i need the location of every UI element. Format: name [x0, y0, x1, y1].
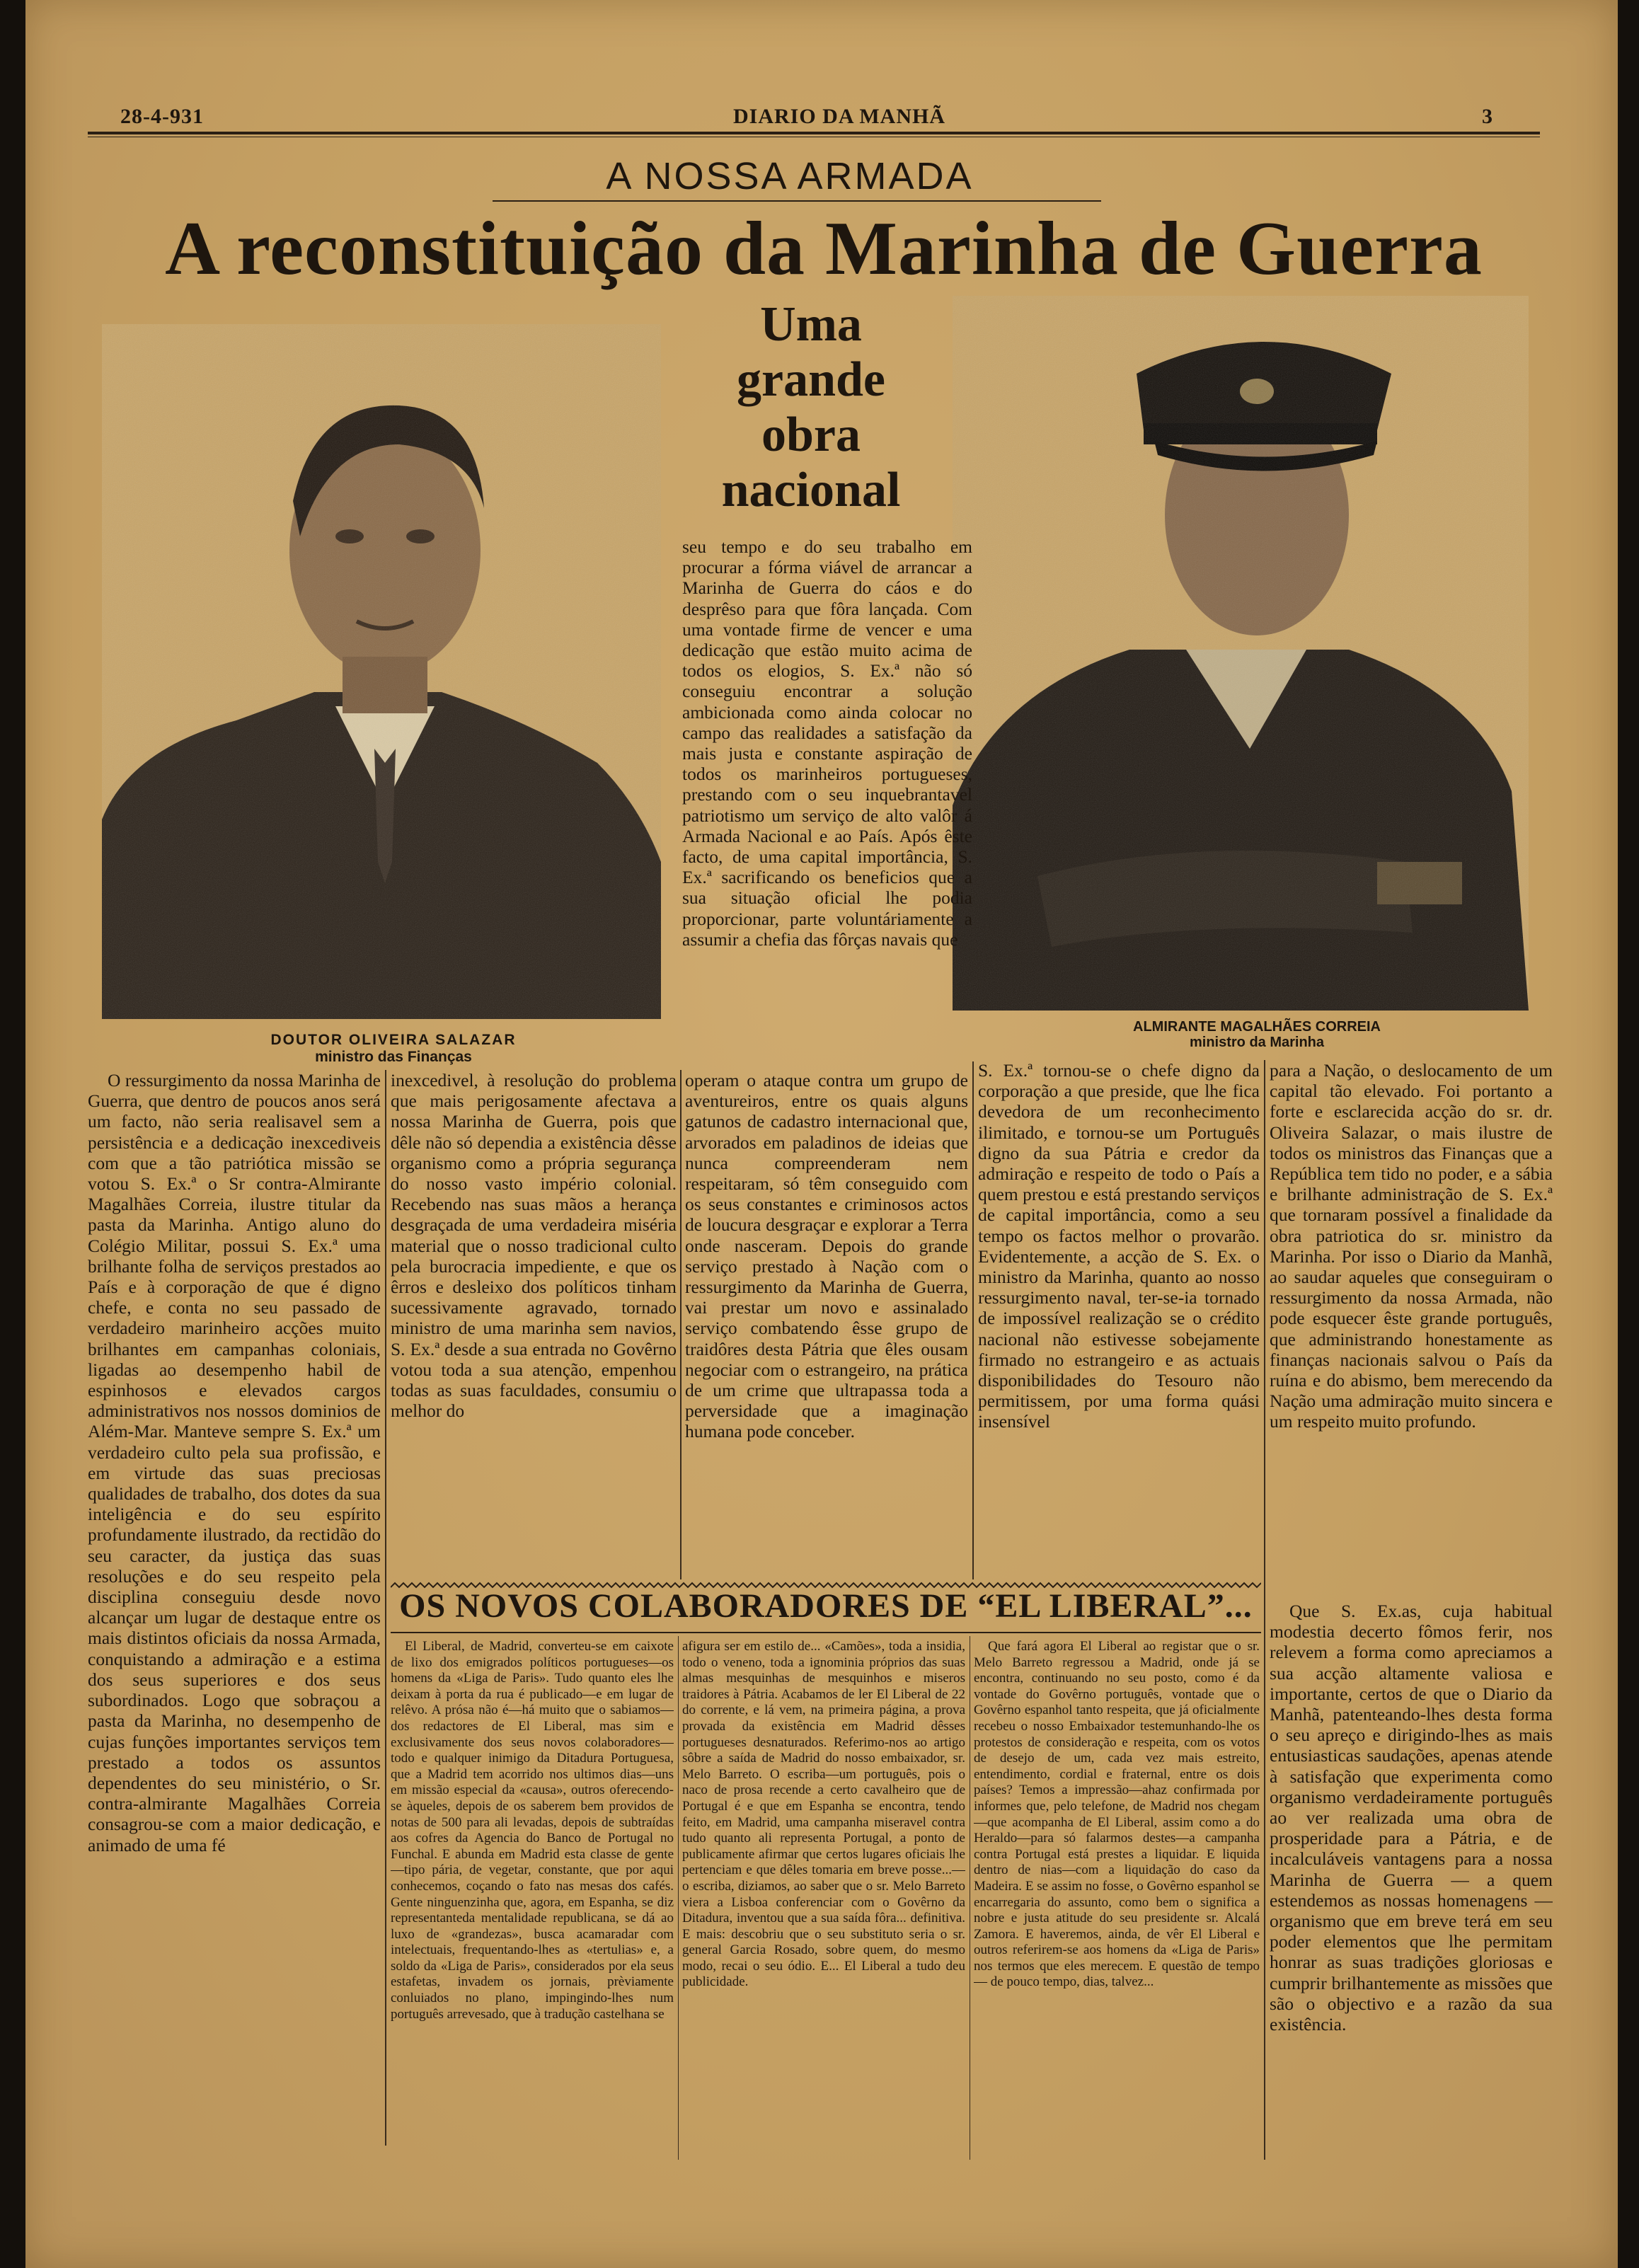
article-column-5	[1270, 1060, 1553, 1577]
headline: A reconstituição da Marinha de Guerra	[165, 207, 1483, 291]
right-caption-name: ALMIRANTE MAGALHÃES CORREIA	[1133, 1019, 1381, 1035]
article-column-5-lower-text: Que S. Ex.as, cuja habitual modestia decerto fômos ferir, nos relevem a forma como apreciamos a sua acção altamente valiosa e importante, certos de que o Diario da Manhã, patenteando-lhes desta forma o seu apreço e dirigindo-lhes as mais entusiasticas saudações, apenas atende à satisfação que experimenta como organismo verdadeiramente português ao ver realizada uma obra de prosperidade para a Pátria, e de incalculáveis vantagens para a nossa Marinha de Guerra — a quem estendemos as nossas homenagens — organismo que em breve terá em seu poder elementos que lhe permitam honrar as suas tradições gloriosas e cumprir brilhantemente as missões que são o objectivo e a razão da sua existência.	[1270, 1601, 1553, 2035]
second-article-column-2-text: afigura ser em estilo de... «Camões», toda a insidia, todo o veneno, toda a ignominia próprios das suas almas mesquinhas de mesquinhos e miseros traidores à Pátria. Acabamos de ler El Liberal de 22 do corrente, e lá vem, na primeira página, a prova provada da existência em Madrid dêsses portugueses desnaturados. Referimo-nos ao artigo sôbre a saída de Madrid do nosso embaixador, sr. Melo Barreto. O escriba—um português, pois o naco de prosa recende a certo cavalheiro que de Portugal é e que em Espanha se encontra, tendo feito, em Madrid, uma campanha miseravel contra tudo quanto ali representa Portugal, a ponto de publicamente afirmar que certos lugares oficiais lhe pertenciam e que dêles tomaria em breve posse...—o escriba, diziamos, ao saber que o sr. Melo Barreto viera a Lisboa conferenciar com o Govêrno da Ditadura, inventou que a sua saída fôra... definitiva. E mais: descobriu que o seu substituto seria o sr. general Garcia Rosado, sobre quem, do mesmo modo, recai o seu ódio. E... El Liberal a tudo deu publicidade.	[682, 1639, 965, 1990]
subheadline-line: obra	[761, 408, 861, 462]
second-article-column-1-text: El Liberal, de Madrid, converteu-se em caixote de lixo dos emigrados políticos portugueses—os homens da «Liga de Paris». Tudo quanto eles lhe deixam à porta da rua é publicado—e em lugar de relêvo. A prósa não é—há muito que o sabiamos—dos redactores de El Liberal, mas sim e exclusivamente dos seus novos colaboradores—todo e qualquer inimigo da Ditadura Portuguesa, que a Madrid tem acorrido nos ultimos dias—uns em missão especial da «causa», outros oferecendo-se àqueles, depois de os saberem bem providos de notas de 500 para ali levadas, depois de subtraídas aos cofres da Agencia do Banco de Portugal no Funchal. E abunda em Madrid esta classe de gente—tipo pária, de vegetar, constante, que por aqui conhecemos, coçando o fato nas mesas dos cafés. Gente ninguenzinha que, agora, em Espanha, se diz representanteda mentalidade republicana, se dá ao luxo de «grandezas», busca acamaradar com intelectuais, frequentando-lhes as «tertulias» e, a soldo da «Liga de Paris», considerados por ela seus estafetas, invadem os jornais, prèviamente conluiados no plano, impingindo-lhes num português arrevesado, que à tradução castelhana se	[391, 1639, 674, 2022]
column-divider	[680, 1070, 682, 1579]
kicker-underline	[493, 200, 1101, 202]
column-divider	[1264, 1060, 1265, 1579]
second-article-title: OS NOVOS COLABORADORES DE “EL LIBERAL”...	[399, 1587, 1253, 1625]
article-column-2-text: inexcedivel, à resolução do problema que mais perigosamente afectava a nossa Marinha de Guerra, pois que dêle não só dependia a existência dêsse organismo como a própria segurança do nosso vasto império colonial. Recebendo nas suas mãos a herança desgraçada de uma verdadeira miséria material que o nosso tradicional culto pela burocracia impediente, e que os êrros e desleixo dos políticos tinham sucessivamente agravado, tornado ministro de uma marinha sem navios, S. Ex.ª desde a sua entrada no Govêrno votou toda a sua atenção, empenhou todas as suas faculdades, consumiu o melhor do	[391, 1070, 677, 1422]
article-column-4-text: S. Ex.ª tornou-se o chefe digno da corporação a que preside, que lhe fica devedora de um reconhecimento ilimitado, e tornou-se um Português digno da sua Pátria e credor da admiração e respeito de todo o País a quem prestou e está prestando serviços de capital importância, como a seu tempo os factos melhor o provarão. Evidentemente, a acção de S. Ex. o ministro da Marinha, quanto ao nosso ressurgimento naval, ter-se-ia tornado de impossível realização se o crédito nacional não estivesse sobejamente firmado no estrangeiro e as actuais disponibilidades do Tesouro não permitissem, por uma forma quási insensível	[978, 1060, 1260, 1432]
article-column-1	[88, 1070, 381, 2146]
subheadline	[662, 297, 960, 518]
portrait-salazar-image	[102, 324, 661, 1019]
paper-name: DIARIO DA MANHÃ	[733, 105, 945, 128]
second-article-column-3-text: Que fará agora El Liberal ao registar que o sr. Melo Barreto regressou a Madrid, onde já se encontra, continuando no seu posto, como é da vontade do Govêrno português, vontade que o Govêrno espanhol tanto respeita, que já oficialmente recebeu o nosso Embaixador testemunhando-lhe os protestos de consideração e respeita, com os votos de desejo de um, cada vez mais estreito, entendimento, cordial e fraternal, entre os dois países? Temos a impressão—ahaz confirmada por informes que, pelo telefone, de Madrid nos chegam—que acompanha de El Liberal, assim como a do Heraldo—para só falarmos destes—a campanha contra Portugal está prestes a liquidar. E liquida dentro de nias—com a liquidação do caso da Madeira. E se assim no fosse, o Govêrno espanhol se encarregaria do assunto, como bem o significa a nobre e justa atitude do seu presidente sr. Alcalá Zamora. E haveremos, ainda, de vêr El Liberal e outros referirem-se aos homens da «Liga de Paris» nos termos que eles merecem. E questão de tempo — de pouco tempo, dias, talvez...	[974, 1639, 1260, 1990]
right-caption-role: ministro da Marinha	[1189, 1035, 1325, 1050]
portrait-salazar	[102, 324, 661, 1019]
page-number: 3	[1482, 105, 1493, 128]
header-rule	[88, 132, 1540, 134]
section-divider	[391, 1579, 1261, 1587]
column-divider	[1264, 1579, 1265, 2160]
second-article-column-1	[391, 1639, 674, 2163]
subheadline-line: nacional	[721, 463, 901, 517]
kicker: A NOSSA ARMADA	[606, 155, 974, 197]
column-divider	[678, 1636, 679, 2160]
second-article-rule	[391, 1632, 1261, 1633]
left-caption-name: DOUTOR OLIVEIRA SALAZAR	[270, 1032, 517, 1048]
article-center-text: seu tempo e do seu trabalho em procurar a fórma viável de arrancar a Marinha de Guerra do cáos e do desprêso para que fôra lançada. Com uma vontade firme de vencer e uma dedicação que estão muito acima de todos os elogios, S. Ex.ª não só conseguiu encontrar a solução ambicionada como ainda colocar no campo das realidades a satisfação da mais justa e constante aspiração de todos os marinheiros portugueses, prestando com o seu inquebrantavel patriotismo um serviço de alto valôr á Armada Nacional e ao País. Após êste facto, de uma capital importância, S. Ex.ª sacrificando os beneficios que a sua situação oficial lhe podia proporcionar, parte voluntáriamente a assumir a chefia das fôrças navais que	[682, 536, 972, 950]
column-divider	[385, 1070, 386, 2146]
portrait-magalhaes-correia-image	[953, 296, 1529, 1011]
page-date: 28-4-931	[120, 105, 204, 128]
article-column-3	[685, 1070, 968, 1579]
subheadline-line: grande	[737, 352, 885, 407]
article-center-column	[682, 536, 972, 1074]
article-column-3-text: operam o ataque contra um grupo de aventureiros, entre os quais alguns gatunos de cadastro internacional que, arvorados em paladinos de ideias que nunca compreenderam nem respeitaram, só têm conseguido com os seus constantes e criminosos actos de loucura desgraçar e explorar a Terra onde nasceram. Depois do grande serviço prestado à Nação com o ressurgimento da Marinha de Guerra, vai prestar um novo e assinalado serviço combatendo êsse grupo de traidôres desta Pátria que êles ousam negociar com o estrangeiro, na prática de um crime que ultrapassa toda a perversidade que a imaginação humana pode conceber.	[685, 1070, 968, 1442]
article-column-4	[978, 1060, 1260, 1579]
second-article-column-3	[974, 1639, 1260, 2163]
subheadline-line: Uma	[760, 297, 862, 352]
column-divider	[972, 1061, 974, 1579]
article-column-5-lower	[1270, 1601, 1553, 2160]
article-column-1-text: O ressurgimento da nossa Marinha de Guerra, que dentro de poucos anos será um facto, não seria realisavel sem a persistência e a dedicação inexcediveis com que a tão patriótica missão se votou S. Ex.ª o Sr contra-Almirante Magalhães Correia, ilustre titular da pasta da Marinha. Antigo aluno do Colégio Militar, possui S. Ex.ª uma brilhante folha de serviços prestados ao País e à corporação de que é digno chefe, e conta no seu passado de verdadeiro marinheiro acções muito brilhantes em campanhas coloniais, ligadas ao desempenho habil de espinhosos e elevados cargos administrativos nos nossos dominios de Além-Mar. Manteve sempre S. Ex.ª um verdadeiro culto pela sua profissão, e em virtude das suas preciosas qualidades de trabalho, dos dotes da sua inteligência e do seu espírito profundamente ilustrado, da rectidão do seu caracter, da justiça das suas resoluções e do seu respeito pela disciplina conseguiu desde novo alcançar um lugar de destaque entre os mais distintos oficiais da nossa Armada, conquistando a admiração e a estima dos seus superiores e dos seus subordinados. Logo que sobraçou a pasta da Marinha, no desempenho de cujas funções importantes serviços tem prestado a todos os assuntos dependentes do seu ministério, o Sr. contra-almirante Magalhães Correia consagrou-se com a maior dedicação, e animado de uma fé	[88, 1070, 381, 1855]
article-column-2	[391, 1070, 677, 1579]
portrait-magalhaes-correia	[953, 296, 1529, 1011]
newspaper-page	[25, 0, 1618, 2268]
left-caption-role: ministro das Finanças	[315, 1049, 472, 1065]
second-article-column-2	[682, 1639, 965, 2163]
article-column-5-text: para a Nação, o deslocamento de um capital tão elevado. Foi portanto a forte e esclarecida acção do sr. dr. Oliveira Salazar, o mais ilustre de todos os ministros das Finanças que a República tem tido no poder, e a sábia e brilhante administração de S. Ex.ª que tornaram possível a finalidade da obra patriotica do sr. ministro da Marinha. Por isso o Diario da Manhã, ao saudar aqueles que conseguiram o ressurgimento da nossa Armada, não pode esquecer êste grande português, que administrando honestamente as finanças nacionais salvou o País da ruína e do abismo, bem merecendo da Nação uma admiração muito sincera e um respeito muito profundo.	[1270, 1060, 1553, 1432]
